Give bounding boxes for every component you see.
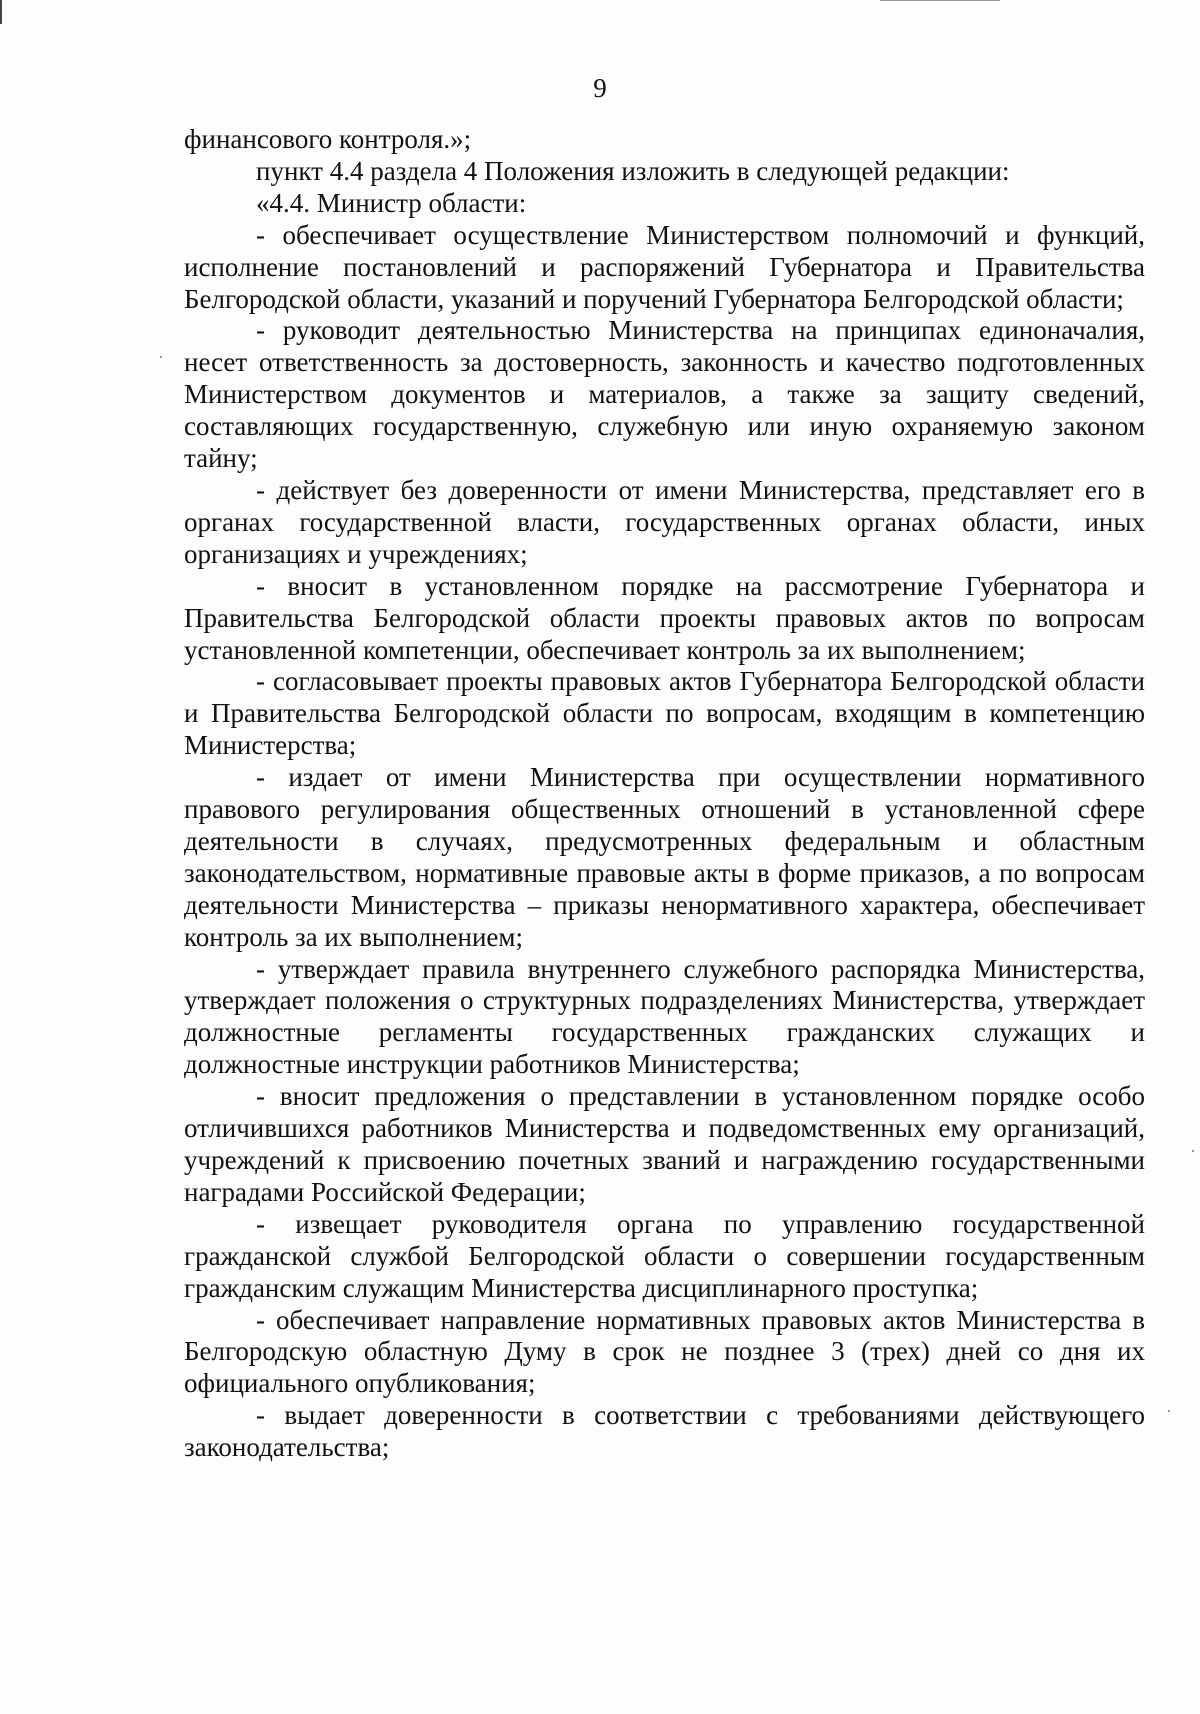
list-item: - издает от имени Министерства при осуществлении нормативного правового регулирования общественных отношений в установленной сфере деятельности в случаях, предусмотренных федеральным и областным законодательством, нормативные правовые акты в форме приказов, а по вопросам деятельности Министерства – приказы ненормативного характера, обеспечивает контроль за их выполнением;	[184, 762, 1145, 952]
list-item: - руководит деятельностью Министерства на принципах единоначалия, несет ответственность за достоверность, законность и качество подготовленных Министерством документов и материалов, а также за защиту сведений, составляющих государственную, служебную или иную охраняемую законом тайну;	[184, 315, 1145, 474]
document-body	[184, 124, 1145, 1464]
list-item: - обеспечивает осуществление Министерством полномочий и функций, исполнение постановлений и распоряжений Губернатора и Правительства Белгородской области, указаний и поручений Губернатора Белгородской области;	[184, 219, 1145, 314]
list-item: - утверждает правила внутреннего служебного распорядка Министерства, утверждает положения о структурных подразделениях Министерства, утверждает должностные регламенты государственных гражданских служащих и должностные инструкции работников Министерства;	[184, 953, 1145, 1080]
page-number: 9	[593, 73, 607, 103]
list-item: - выдает доверенности в соответствии с требованиями действующего законодательства;	[184, 1400, 1145, 1463]
list-item: - согласовывает проекты правовых актов Губернатора Белгородской области и Правительства Белгородской области по вопросам, входящим в компетенцию Министерства;	[184, 666, 1145, 761]
scan-speck	[1192, 1150, 1194, 1152]
scan-edge-mark	[0, 0, 2, 24]
paragraph: пункт 4.4 раздела 4 Положения изложить в следующей редакции:	[256, 155, 1010, 186]
list-item: - извещает руководителя органа по управлению государственной гражданской службой Белгородской области о совершении государственным гражданским служащим Министерства дисциплинарного проступка;	[184, 1208, 1145, 1303]
paragraph: «4.4. Министр области:	[256, 187, 527, 218]
list-item: - действует без доверенности от имени Министерства, представляет его в органах государственной власти, государственных органах области, иных организациях и учреждениях;	[184, 474, 1145, 569]
paragraph: финансового контроля.»;	[184, 124, 472, 154]
list-item: - вносит в установленном порядке на рассмотрение Губернатора и Правительства Белгородской области проекты правовых актов по вопросам установленной компетенции, обеспечивает контроль за их выполнением;	[184, 570, 1145, 665]
list-item: - обеспечивает направление нормативных правовых актов Министерства в Белгородскую областную Думу в срок не позднее 3 (трех) дней со дня их официального опубликования;	[184, 1304, 1145, 1399]
scan-edge-mark	[880, 0, 1000, 1]
list-item: - вносит предложения о представлении в установленном порядке особо отличившихся работников Министерства и подведомственных ему организаций, учреждений к присвоению почетных званий и награждению государственными наградами Российской Федерации;	[184, 1081, 1145, 1207]
scan-speck	[1168, 1410, 1170, 1412]
scan-speck	[160, 356, 162, 358]
